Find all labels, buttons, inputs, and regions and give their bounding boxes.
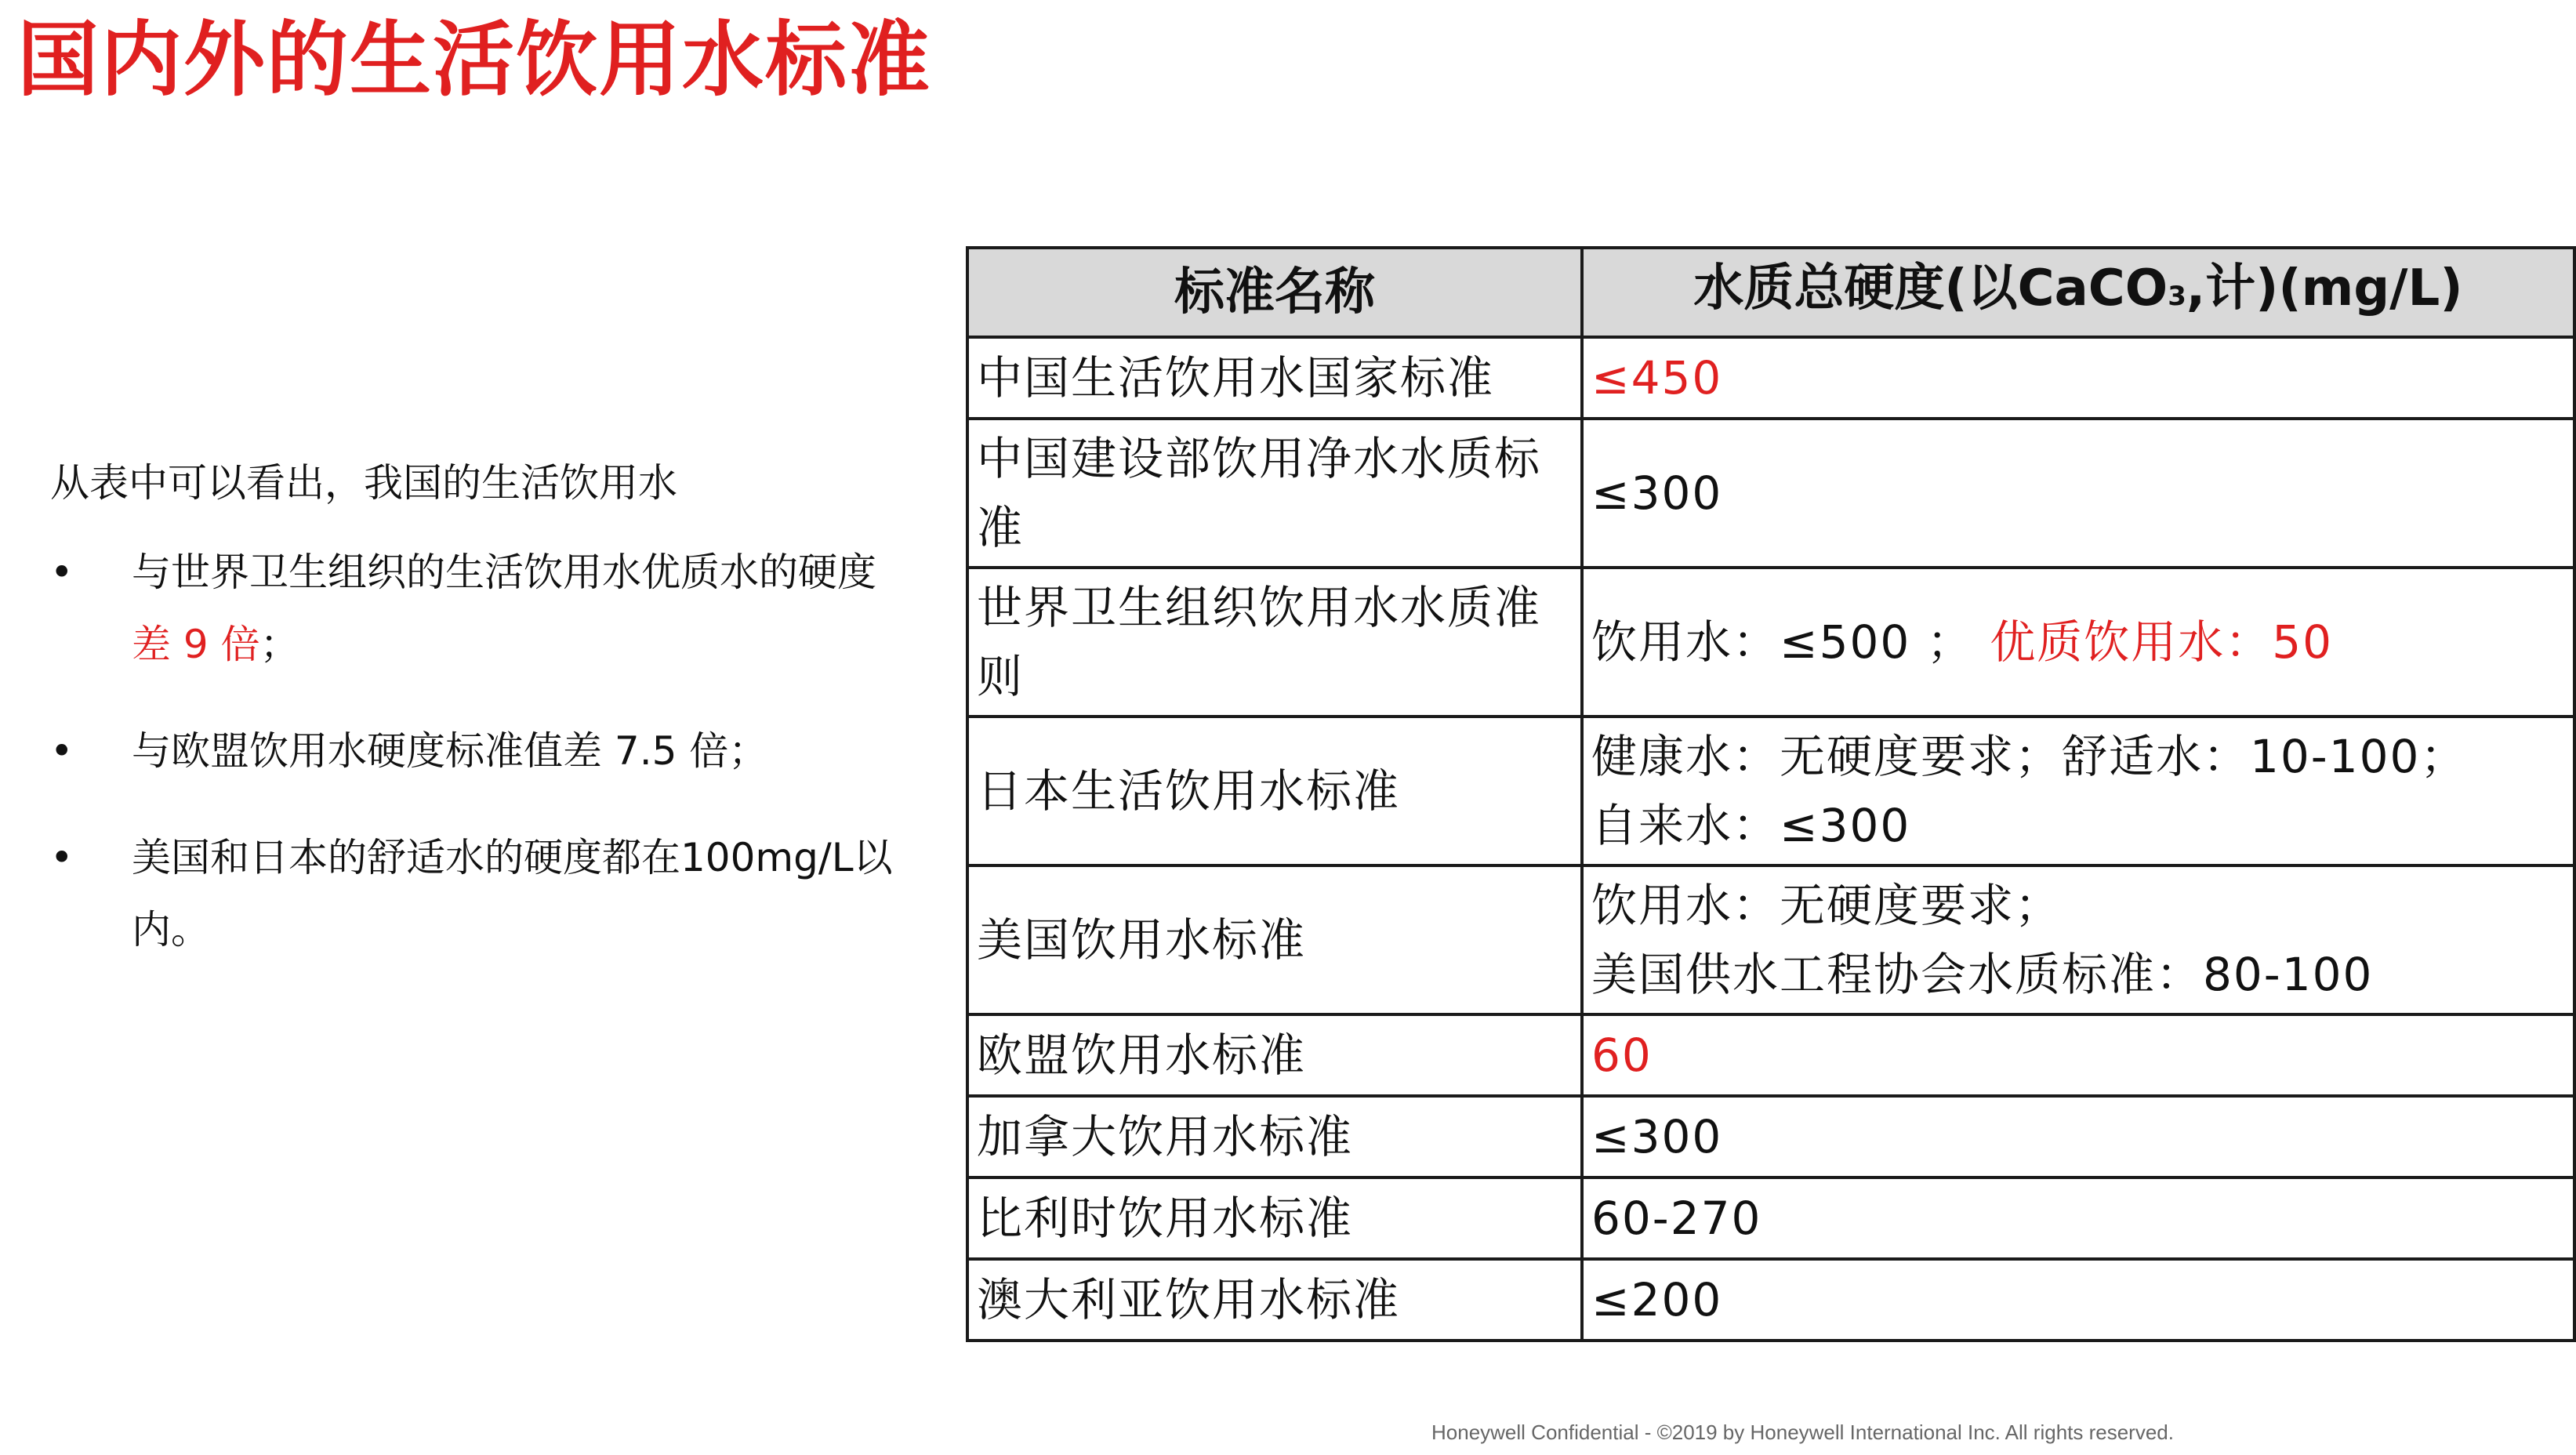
- table-row: [967, 419, 2574, 568]
- table-header-row: [967, 248, 2574, 337]
- bullet-icon: •: [50, 835, 74, 880]
- hardness-value-red: 优质饮用水：50: [1990, 615, 2333, 669]
- table-row: [967, 1096, 2574, 1177]
- table-row: [967, 717, 2574, 865]
- table-row: [967, 337, 2574, 419]
- hardness-value: ≤200: [1591, 1273, 1723, 1326]
- summary-intro: 从表中可以看出，我国的生活饮用水: [50, 460, 677, 506]
- table-row: [967, 1259, 2574, 1341]
- hardness-value: 饮用水：≤500 ；: [1591, 615, 1974, 669]
- bullet-highlight: 差 9 倍: [132, 622, 260, 667]
- header-hardness-pre: 水质总硬度(以CaCO: [1693, 259, 2168, 317]
- hardness-value-line1: 健康水：无硬度要求；舒适水：10-100；: [1591, 730, 2468, 783]
- bullet-icon: •: [50, 550, 74, 595]
- hardness-cell: [1582, 568, 2574, 717]
- header-standard-name: 标准名称: [967, 248, 1582, 337]
- confidential-footer: Honeywell Confidential - ©2019 by Honeywell International Inc. All rights reserved.: [1431, 1421, 2174, 1444]
- header-hardness: [1582, 248, 2574, 337]
- hardness-value-red: 60: [1591, 1029, 1653, 1082]
- bullet-item-eu: [50, 715, 912, 787]
- standard-name-cell: 中国建设部饮用净水水质标准: [967, 419, 1582, 568]
- bullet-item-us-jp: [50, 822, 912, 966]
- bullet-icon: •: [50, 728, 74, 774]
- hardness-cell: [1582, 1014, 2574, 1096]
- table-row: [967, 1177, 2574, 1259]
- standard-name-cell: 日本生活饮用水标准: [967, 717, 1582, 865]
- hardness-cell: [1582, 337, 2574, 419]
- table-row: [967, 865, 2574, 1014]
- hardness-value: ≤300: [1591, 1110, 1723, 1163]
- table-row: [967, 568, 2574, 717]
- hardness-value: ≤300: [1591, 466, 1723, 520]
- bullet-text: 与世界卫生组织的生活饮用水优质水的硬度: [132, 550, 876, 595]
- standard-name-cell: 美国饮用水标准: [967, 865, 1582, 1014]
- page-title: 国内外的生活饮用水标准: [17, 12, 932, 107]
- hardness-value-red: ≤450: [1591, 351, 1723, 405]
- standards-table-container: [966, 246, 2576, 1342]
- bullet-text-end: ；: [259, 622, 299, 667]
- hardness-cell: [1582, 1259, 2574, 1341]
- standard-name-cell: 中国生活饮用水国家标准: [967, 337, 1582, 419]
- hardness-value: 60-270: [1591, 1192, 1762, 1245]
- table-row: [967, 1014, 2574, 1096]
- standard-name-cell: 世界卫生组织饮用水水质准则: [967, 568, 1582, 717]
- hardness-cell: [1582, 419, 2574, 568]
- header-hardness-sub: 3: [2168, 281, 2186, 312]
- standard-name-cell: 比利时饮用水标准: [967, 1177, 1582, 1259]
- hardness-cell: [1582, 865, 2574, 1014]
- summary-panel: [50, 447, 912, 1000]
- hardness-value-line1: 饮用水：无硬度要求；: [1591, 879, 2063, 932]
- bullet-text: 美国和日本的舒适水的硬度都在100mg/L以内。: [132, 835, 893, 952]
- hardness-value-line2: 自来水：≤300: [1591, 799, 1911, 852]
- standard-name-cell: 澳大利亚饮用水标准: [967, 1259, 1582, 1341]
- hardness-value-line2: 美国供水工程协会水质标准：80-100: [1591, 948, 2374, 1001]
- header-hardness-post: ,计)(mg/L): [2186, 259, 2463, 317]
- hardness-cell: [1582, 1177, 2574, 1259]
- standards-table: [966, 246, 2576, 1342]
- hardness-cell: [1582, 1096, 2574, 1177]
- bullet-text: 与欧盟饮用水硬度标准值差 7.5 倍；: [132, 728, 768, 774]
- hardness-cell: [1582, 717, 2574, 865]
- bullet-item-who: [50, 536, 912, 680]
- summary-bullets: [50, 536, 912, 966]
- standard-name-cell: 欧盟饮用水标准: [967, 1014, 1582, 1096]
- standard-name-cell: 加拿大饮用水标准: [967, 1096, 1582, 1177]
